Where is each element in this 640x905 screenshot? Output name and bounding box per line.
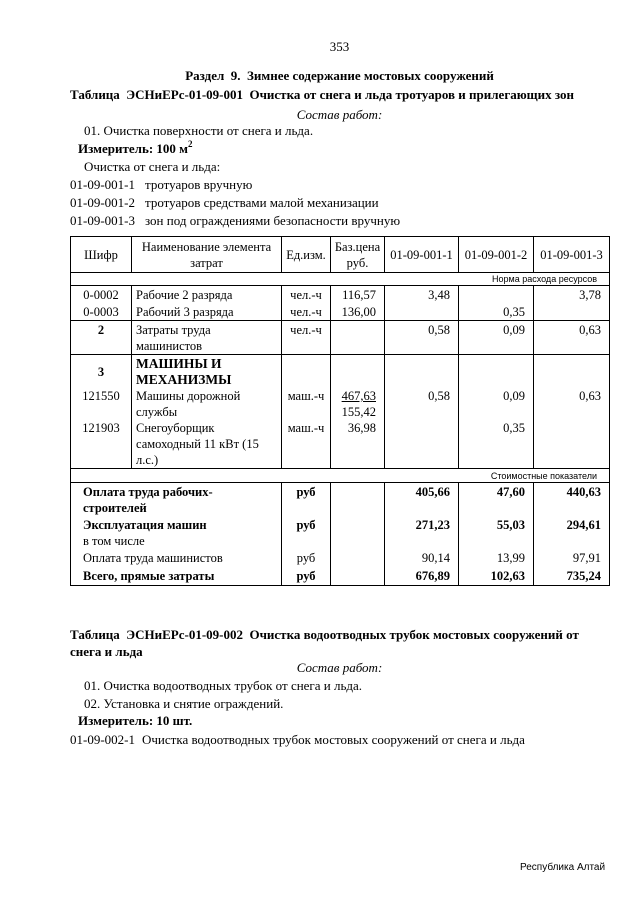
name-cell — [132, 420, 282, 469]
name-line: машинистов — [136, 339, 203, 353]
price-cell: 36,98 — [331, 420, 385, 469]
table-row — [71, 321, 610, 355]
name-line: в том числе — [83, 534, 145, 548]
header-name — [132, 237, 282, 273]
cost-label: Стоимостные показатели — [71, 469, 610, 483]
value-col1: 90,14 — [385, 549, 459, 567]
value-col3: 440,63 — [534, 483, 610, 517]
header-col3: 01-09-001-3 — [534, 237, 610, 273]
table-row — [71, 286, 610, 304]
header-name-line: Наименование элемента — [141, 239, 272, 254]
unit-cell: руб — [282, 549, 331, 567]
name-line: МЕХАНИЗМЫ — [136, 372, 232, 387]
unit-cell: маш.-ч — [282, 388, 331, 420]
cost-name-cell: Всего, прямые затраты — [71, 567, 282, 585]
norm-label-row — [71, 273, 610, 286]
meter-superscript: 2 — [188, 139, 193, 149]
header-code: Шифр — [71, 237, 132, 273]
price-cell — [331, 483, 385, 517]
scope-code: 01-09-001-3 — [70, 213, 135, 228]
value-col1: 405,66 — [385, 483, 459, 517]
name-cell — [132, 355, 282, 389]
name-cell: Рабочий 3 разряда — [132, 304, 282, 321]
value-col3: 735,24 — [534, 567, 610, 585]
value-col2 — [459, 355, 534, 389]
value-col3 — [534, 304, 610, 321]
table-row — [71, 420, 610, 469]
name-line: МАШИНЫ И — [136, 356, 222, 371]
table2-composition-label: Состав работ: — [296, 660, 383, 675]
unit-cell: руб — [282, 567, 331, 585]
table1-work-item: 01. Очистка поверхности от снега и льда. — [84, 123, 314, 138]
cost-name-cell: Оплата труда машинистов — [71, 549, 282, 567]
cost-name-cell — [71, 516, 282, 549]
scope-text: зон под ограждениями безопасности вручную — [145, 213, 401, 228]
code-cell: 0-0003 — [71, 304, 132, 321]
price-cell — [331, 516, 385, 549]
value-col3: 0,63 — [534, 321, 610, 355]
cost-name-cell — [71, 483, 282, 517]
code-cell: 3 — [71, 355, 132, 389]
name-cell — [132, 321, 282, 355]
price-line: 467,63 — [341, 389, 376, 403]
cost-row — [71, 549, 610, 567]
value-col1 — [385, 420, 459, 469]
table2-title: Таблица ЭСНиЕРс-01-09-002 Очистка водоотводных трубок мостовых сооружений от снега и льда — [70, 627, 583, 659]
table2-work-item: 02. Установка и снятие ограждений. — [84, 696, 284, 711]
value-col2: 47,60 — [459, 483, 534, 517]
value-col3 — [534, 420, 610, 469]
table-header-row — [71, 237, 610, 273]
price-cell — [331, 549, 385, 567]
name-line: Снегоуборщик — [136, 421, 215, 435]
header-price — [331, 237, 385, 273]
value-col2: 13,99 — [459, 549, 534, 567]
value-col2 — [459, 286, 534, 304]
scope-text: Очистка водоотводных трубок мостовых сооружений от снега и льда — [142, 732, 525, 747]
scope-code: 01-09-001-2 — [70, 195, 135, 210]
cost-row — [71, 567, 610, 585]
code-cell: 2 — [71, 321, 132, 355]
cost-row — [71, 483, 610, 517]
page-number: 353 — [329, 39, 350, 54]
value-col3: 97,91 — [534, 549, 610, 567]
code-cell: 121903 — [71, 420, 132, 469]
value-col3: 0,63 — [534, 388, 610, 420]
table2-work-item: 01. Очистка водоотводных трубок от снега и льда. — [84, 678, 363, 693]
price-cell: 136,00 — [331, 304, 385, 321]
unit-cell: руб — [282, 516, 331, 549]
table1-meter — [78, 141, 193, 157]
table1-scope-item — [70, 177, 252, 193]
value-col3: 294,61 — [534, 516, 610, 549]
table-row — [71, 304, 610, 321]
cost-row — [71, 516, 610, 549]
name-line: службы — [136, 405, 178, 419]
header-name-line: затрат — [190, 255, 223, 270]
name-line: строителей — [83, 501, 147, 515]
header-unit: Ед.изм. — [282, 237, 331, 273]
scope-text: тротуаров средствами малой механизации — [145, 195, 379, 210]
resource-table — [70, 236, 610, 586]
table2-scope-item — [70, 732, 525, 748]
scope-code: 01-09-001-1 — [70, 177, 135, 192]
value-col1 — [385, 355, 459, 389]
scope-text: тротуаров вручную — [145, 177, 253, 192]
unit-cell: чел.-ч — [282, 286, 331, 304]
name-line: Эксплуатация машин — [83, 518, 207, 532]
price-cell — [331, 388, 385, 420]
section-title: Раздел 9. Зимнее содержание мостовых сооружений — [185, 68, 494, 83]
header-col1: 01-09-001-1 — [385, 237, 459, 273]
value-col2: 0,35 — [459, 420, 534, 469]
name-line: Машины дорожной — [136, 389, 241, 403]
scope-code: 01-09-002-1 — [70, 732, 135, 747]
unit-cell: руб — [282, 483, 331, 517]
code-cell: 0-0002 — [71, 286, 132, 304]
name-cell — [132, 388, 282, 420]
table-row — [71, 355, 610, 389]
table1-scope-item — [70, 195, 379, 211]
value-col1: 0,58 — [385, 321, 459, 355]
unit-cell: чел.-ч — [282, 321, 331, 355]
table1-title: Таблица ЭСНиЕРс-01-09-001 Очистка от снега и льда тротуаров и прилегающих зон — [70, 87, 575, 102]
norm-label: Норма расхода ресурсов — [71, 273, 610, 286]
unit-cell: маш.-ч — [282, 420, 331, 469]
table1-composition-label: Состав работ: — [296, 107, 383, 122]
name-line: самоходный 11 кВт (15 — [136, 437, 259, 451]
value-col1: 3,48 — [385, 286, 459, 304]
value-col1: 0,58 — [385, 388, 459, 420]
footer-region: Республика Алтай — [520, 862, 606, 873]
price-cell — [331, 567, 385, 585]
value-col3 — [534, 355, 610, 389]
name-line: Оплата труда рабочих- — [83, 485, 213, 499]
value-col2: 102,63 — [459, 567, 534, 585]
meter-label: Измеритель: 100 м — [78, 141, 189, 156]
price-cell — [331, 321, 385, 355]
table1-scope-intro: Очистка от снега и льда: — [84, 159, 221, 174]
price-cell: 116,57 — [331, 286, 385, 304]
header-col2: 01-09-001-2 — [459, 237, 534, 273]
code-cell: 121550 — [71, 388, 132, 420]
value-col2: 55,03 — [459, 516, 534, 549]
value-col1 — [385, 304, 459, 321]
value-col1: 676,89 — [385, 567, 459, 585]
header-price-line: Баз.цена — [334, 239, 381, 254]
table1-scope-item — [70, 213, 400, 229]
table-row — [71, 388, 610, 420]
price-cell — [331, 355, 385, 389]
value-col3: 3,78 — [534, 286, 610, 304]
name-line: л.с.) — [136, 453, 159, 467]
value-col2: 0,09 — [459, 388, 534, 420]
table2-meter: Измеритель: 10 шт. — [78, 713, 193, 728]
value-col2: 0,09 — [459, 321, 534, 355]
header-price-line: руб. — [346, 255, 369, 270]
unit-cell — [282, 355, 331, 389]
name-cell: Рабочие 2 разряда — [132, 286, 282, 304]
name-line: Затраты труда — [136, 323, 211, 337]
cost-label-row — [71, 469, 610, 483]
unit-cell: чел.-ч — [282, 304, 331, 321]
price-line: 155,42 — [341, 405, 376, 419]
value-col2: 0,35 — [459, 304, 534, 321]
value-col1: 271,23 — [385, 516, 459, 549]
